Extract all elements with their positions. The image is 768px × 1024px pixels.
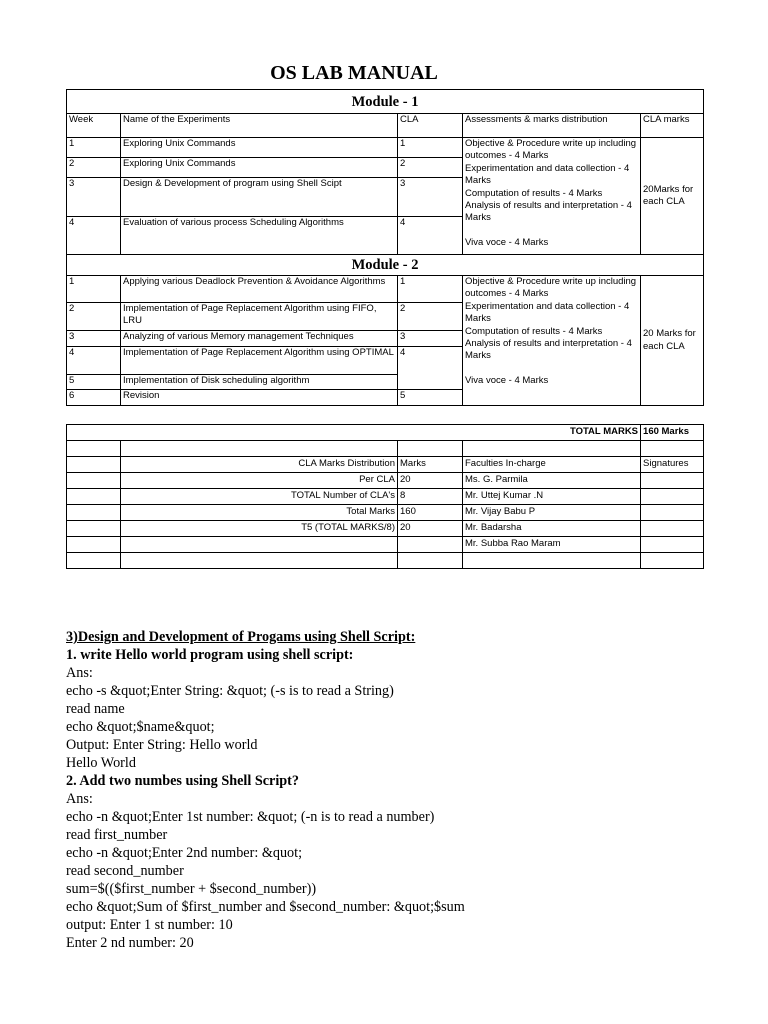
week-cell: 3 (67, 331, 121, 347)
question-2: 2. Add two numbes using Shell Script? (66, 773, 299, 789)
question-1: 1. write Hello world program using shell script: (66, 647, 354, 663)
week-cell: 2 (67, 303, 121, 331)
experiment-cell: Implementation of Disk scheduling algorithm (121, 375, 398, 390)
experiment-cell: Applying various Deadlock Prevention & Avoidance Algorithms (121, 276, 398, 303)
week-cell: 4 (67, 217, 121, 255)
answer-line: Output: Enter String: Hello world (66, 737, 258, 753)
document-title: OS LAB MANUAL (270, 62, 438, 84)
total-marks-label: TOTAL MARKS (67, 425, 641, 441)
answer-line: Ans: (66, 791, 93, 807)
distribution-label: Total Marks (121, 505, 398, 521)
experiment-cell: Implementation of Page Replacement Algorithm using FIFO, LRU (121, 303, 398, 331)
experiment-cell: Revision (121, 390, 398, 406)
cla-cell: 3 (398, 178, 463, 217)
week-cell: 1 (67, 138, 121, 158)
marks-value: 20 (398, 473, 463, 489)
module-2-assessment: Objective & Procedure write up including outcomes - 4 Marks Experimentation and data collection - 4 Marks Computation of results - 4 Marks Analysis of results and interpretation - 4 Marks Viva voce - 4 Marks (463, 276, 641, 406)
answer-line: read first_number (66, 827, 168, 843)
cla-cell: 2 (398, 158, 463, 178)
modules-table (66, 89, 704, 406)
experiment-cell: Exploring Unix Commands (121, 138, 398, 158)
module-1-cla-marks: 20Marks for each CLA (641, 138, 704, 255)
marks-header: Marks (398, 457, 463, 473)
module-2-cla-marks: 20 Marks for each CLA (641, 276, 704, 406)
faculty-name: Mr. Subba Rao Maram (463, 537, 641, 553)
experiment-cell: Design & Development of program using Shell Scipt (121, 178, 398, 217)
total-marks-value: 160 Marks (641, 425, 704, 441)
answer-line: read name (66, 701, 125, 717)
column-header-cla-marks: CLA marks (641, 114, 704, 138)
distribution-header: CLA Marks Distribution (121, 457, 398, 473)
signature-cell (641, 505, 704, 521)
answer-line: Enter 2 nd number: 20 (66, 935, 194, 951)
faculty-name: Mr. Uttej Kumar .N (463, 489, 641, 505)
answer-line: echo -n &quot;Enter 2nd number: &quot; (66, 845, 303, 861)
answer-line: Ans: (66, 665, 93, 681)
answer-line: Hello World (66, 755, 136, 771)
signature-cell (641, 521, 704, 537)
answer-line: read second_number (66, 863, 184, 879)
marks-value: 8 (398, 489, 463, 505)
distribution-label (121, 537, 398, 553)
marks-value (398, 537, 463, 553)
signature-cell (641, 489, 704, 505)
module-1-heading: Module - 1 (67, 90, 704, 114)
week-cell: 6 (67, 390, 121, 406)
signature-cell (641, 473, 704, 489)
cla-cell: 2 (398, 303, 463, 331)
marks-value: 20 (398, 521, 463, 537)
week-cell: 2 (67, 158, 121, 178)
faculty-name: Ms. G. Parmila (463, 473, 641, 489)
column-header-assessments: Assessments & marks distribution (463, 114, 641, 138)
cla-cell: 3 (398, 331, 463, 347)
answer-line: echo &quot;$name&quot; (66, 719, 215, 735)
cla-cell: 5 (398, 390, 463, 406)
cla-cell: 4 (398, 347, 463, 390)
experiment-cell: Exploring Unix Commands (121, 158, 398, 178)
module-2-heading: Module - 2 (67, 255, 704, 276)
marks-summary-table (66, 424, 704, 569)
week-cell: 3 (67, 178, 121, 217)
week-cell: 4 (67, 347, 121, 375)
cla-cell: 1 (398, 276, 463, 303)
answer-line: echo -n &quot;Enter 1st number: &quot; (-n is to read a number) (66, 809, 435, 825)
column-header-experiments: Name of the Experiments (121, 114, 398, 138)
experiment-cell: Implementation of Page Replacement Algorithm using OPTIMAL (121, 347, 398, 375)
signatures-header: Signatures (641, 457, 704, 473)
faculty-name: Mr. Badarsha (463, 521, 641, 537)
column-header-cla: CLA (398, 114, 463, 138)
signature-cell (641, 537, 704, 553)
answer-line: echo -s &quot;Enter String: &quot; (-s is to read a String) (66, 683, 394, 699)
cla-cell: 1 (398, 138, 463, 158)
distribution-label: T5 (TOTAL MARKS/8) (121, 521, 398, 537)
shell-script-section (66, 628, 716, 952)
faculty-name: Mr. Vijay Babu P (463, 505, 641, 521)
experiment-cell: Evaluation of various process Scheduling Algorithms (121, 217, 398, 255)
cla-cell: 4 (398, 217, 463, 255)
experiment-cell: Analyzing of various Memory management Techniques (121, 331, 398, 347)
answer-line: echo &quot;Sum of $first_number and $second_number: &quot;$sum (66, 899, 465, 915)
marks-value: 160 (398, 505, 463, 521)
week-cell: 1 (67, 276, 121, 303)
distribution-label: Per CLA (121, 473, 398, 489)
distribution-label: TOTAL Number of CLA's (121, 489, 398, 505)
answer-line: sum=$(($first_number + $second_number)) (66, 881, 317, 897)
column-header-week: Week (67, 114, 121, 138)
faculty-header: Faculties In-charge (463, 457, 641, 473)
week-cell: 5 (67, 375, 121, 390)
module-1-assessment: Objective & Procedure write up including outcomes - 4 Marks Experimentation and data collection - 4 Marks Computation of results - 4 Marks Analysis of results and interpretation - 4 Marks Viva voce - 4 Marks (463, 138, 641, 255)
section-heading: 3)Design and Development of Progams using Shell Script: (66, 629, 416, 645)
answer-line: output: Enter 1 st number: 10 (66, 917, 233, 933)
